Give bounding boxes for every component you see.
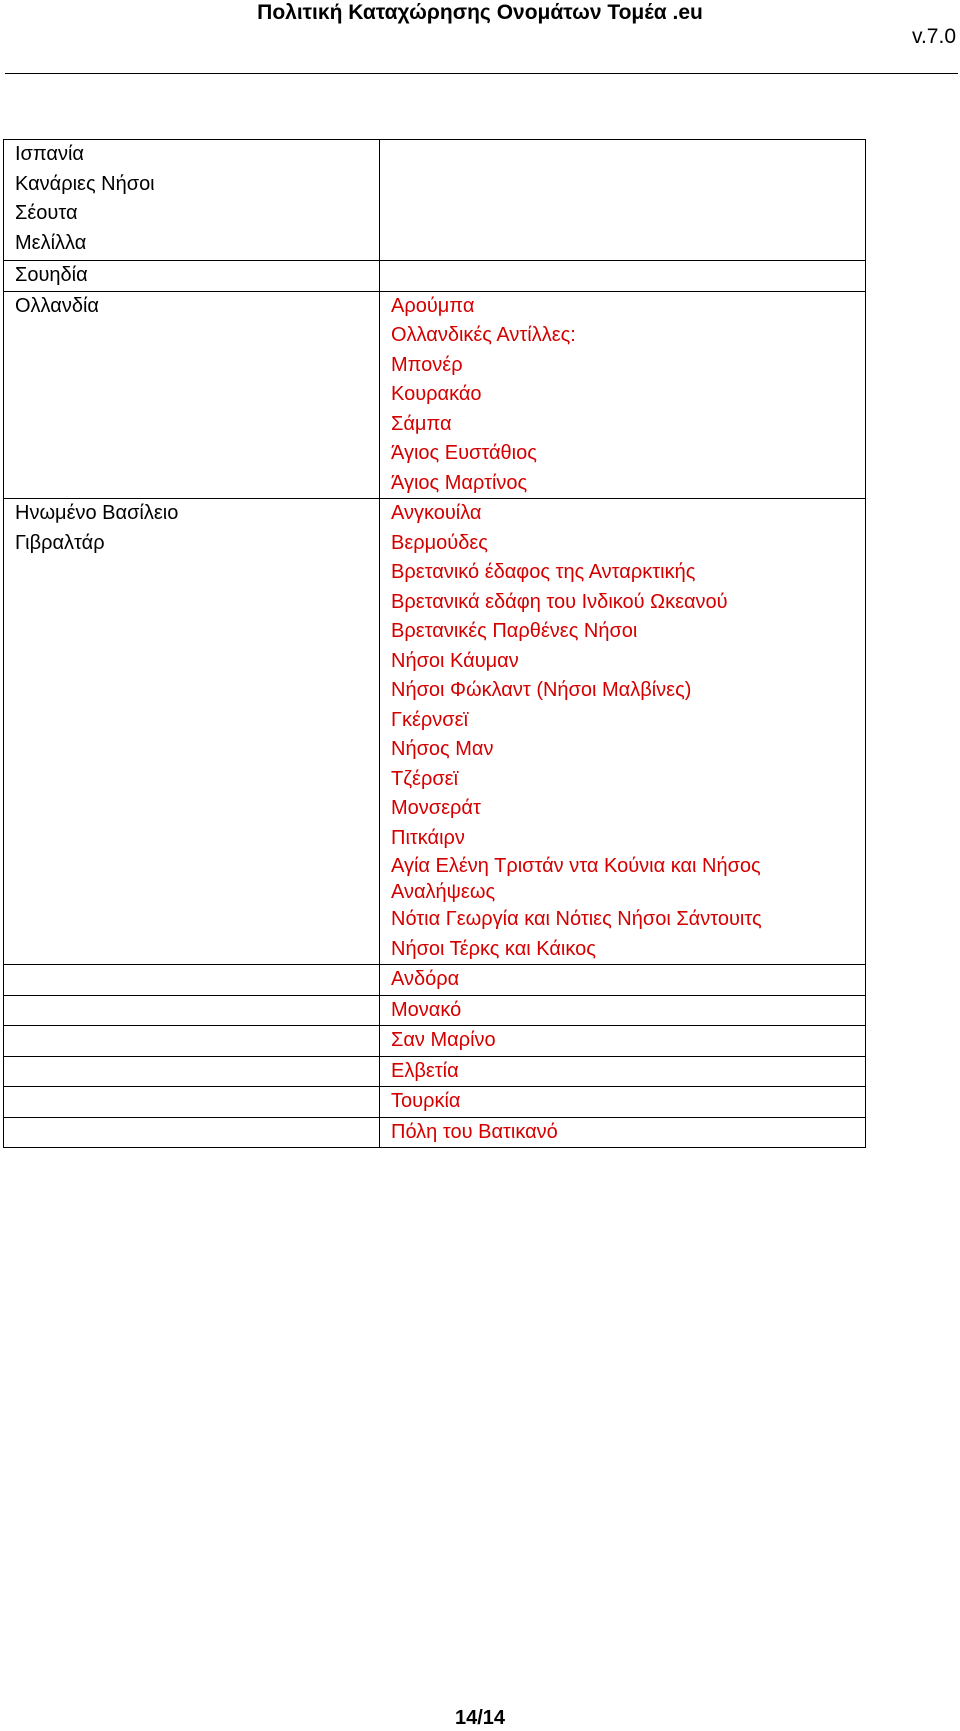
territory-cell: [380, 1087, 866, 1118]
country-territory-table: [3, 139, 866, 1148]
territory-name: Μπονέρ: [391, 353, 463, 376]
territory-name: Άγιος Ευστάθιος: [391, 442, 537, 464]
territory-name: Μονσεράτ: [391, 797, 481, 819]
territory-name: Αρούμπα: [391, 294, 475, 317]
header-divider: [5, 73, 958, 74]
page-number: 14/14: [454, 1707, 506, 1729]
table-row: [4, 965, 866, 996]
table-row: [4, 1056, 866, 1087]
territory-cell: [380, 1026, 866, 1057]
territory-name: Ανγκουίλα: [391, 502, 482, 524]
territory-name: Μονακό: [391, 998, 462, 1021]
table-row: [4, 291, 866, 499]
country-name: Κανάριες Νήσοι: [15, 172, 155, 195]
territory-name: Ολλανδικές Αντίλλες:: [391, 324, 576, 346]
territory-name: Ελβετία: [391, 1059, 459, 1082]
territory-name: Ανδόρα: [391, 968, 460, 990]
country-name: Σουηδία: [15, 264, 88, 286]
territory-name: Γκέρνσεϊ: [391, 708, 469, 731]
territory-name: Νότια Γεωργία και Νότιες Νήσοι Σάντουιτς: [391, 908, 762, 930]
territory-name: Βρετανικό έδαφος της Ανταρκτικής: [391, 561, 696, 583]
territory-cell: [380, 499, 866, 965]
territory-cell: [380, 140, 866, 261]
country-cell: [4, 291, 380, 499]
territory-cell: [380, 291, 866, 499]
country-cell: [4, 499, 380, 965]
territory-name: Σάμπα: [391, 412, 452, 435]
territory-name: Άγιος Μαρτίνος: [391, 471, 528, 494]
table-row: [4, 261, 866, 292]
country-name: Γιβραλτάρ: [15, 531, 105, 554]
territory-name: Νήσος Μαν: [391, 738, 494, 760]
document-title: Πολιτική Καταχώρησης Ονομάτων Τομέα .eu: [257, 1, 703, 24]
table-row: [4, 995, 866, 1026]
territory-name: Τζέρσεϊ: [391, 767, 459, 790]
territory-name: Νήσοι Τέρκς και Κάικος: [391, 937, 596, 960]
table-row: [4, 499, 866, 965]
territory-cell: [380, 995, 866, 1026]
territory-name: Βερμούδες: [391, 531, 488, 554]
territory-name: Κουρακάο: [391, 383, 482, 405]
territory-cell: [380, 1056, 866, 1087]
country-name: Ηνωμένο Βασίλειο: [15, 502, 179, 524]
territory-name: Νήσοι Κάυμαν: [391, 649, 519, 672]
territory-name: Τουρκία: [391, 1090, 461, 1112]
territory-cell: [380, 1117, 866, 1148]
country-cell: [4, 1026, 380, 1057]
country-cell: [4, 1087, 380, 1118]
country-name: Ισπανία: [15, 143, 84, 165]
country-name: Μελίλλα: [15, 231, 87, 254]
table-row: [4, 140, 866, 261]
territory-name: Βρετανικά εδάφη του Ινδικού Ωκεανού: [391, 590, 728, 613]
country-name: Ολλανδία: [15, 294, 99, 317]
country-name: Σέουτα: [15, 202, 78, 224]
territory-name: Νήσοι Φώκλαντ (Νήσοι Μαλβίνες): [391, 679, 692, 701]
table-row: [4, 1117, 866, 1148]
country-cell: [4, 965, 380, 996]
country-cell: [4, 1056, 380, 1087]
territory-cell: [380, 965, 866, 996]
country-cell: [4, 1117, 380, 1148]
territory-name: Πιτκάιρν: [391, 826, 465, 849]
document-version: v.7.0: [912, 25, 956, 48]
table-row: [4, 1087, 866, 1118]
territory-name: Βρετανικές Παρθένες Νήσοι: [391, 620, 638, 642]
territory-cell: [380, 261, 866, 292]
country-cell: [4, 140, 380, 261]
territory-name: Πόλη του Βατικανό: [391, 1120, 558, 1143]
country-cell: [4, 261, 380, 292]
territory-name: Αγία Ελένη Τριστάν ντα Κούνια και Νήσος Αναλήψεως: [391, 855, 761, 903]
territory-name: Σαν Μαρίνο: [391, 1029, 496, 1051]
table-row: [4, 1026, 866, 1057]
country-cell: [4, 995, 380, 1026]
